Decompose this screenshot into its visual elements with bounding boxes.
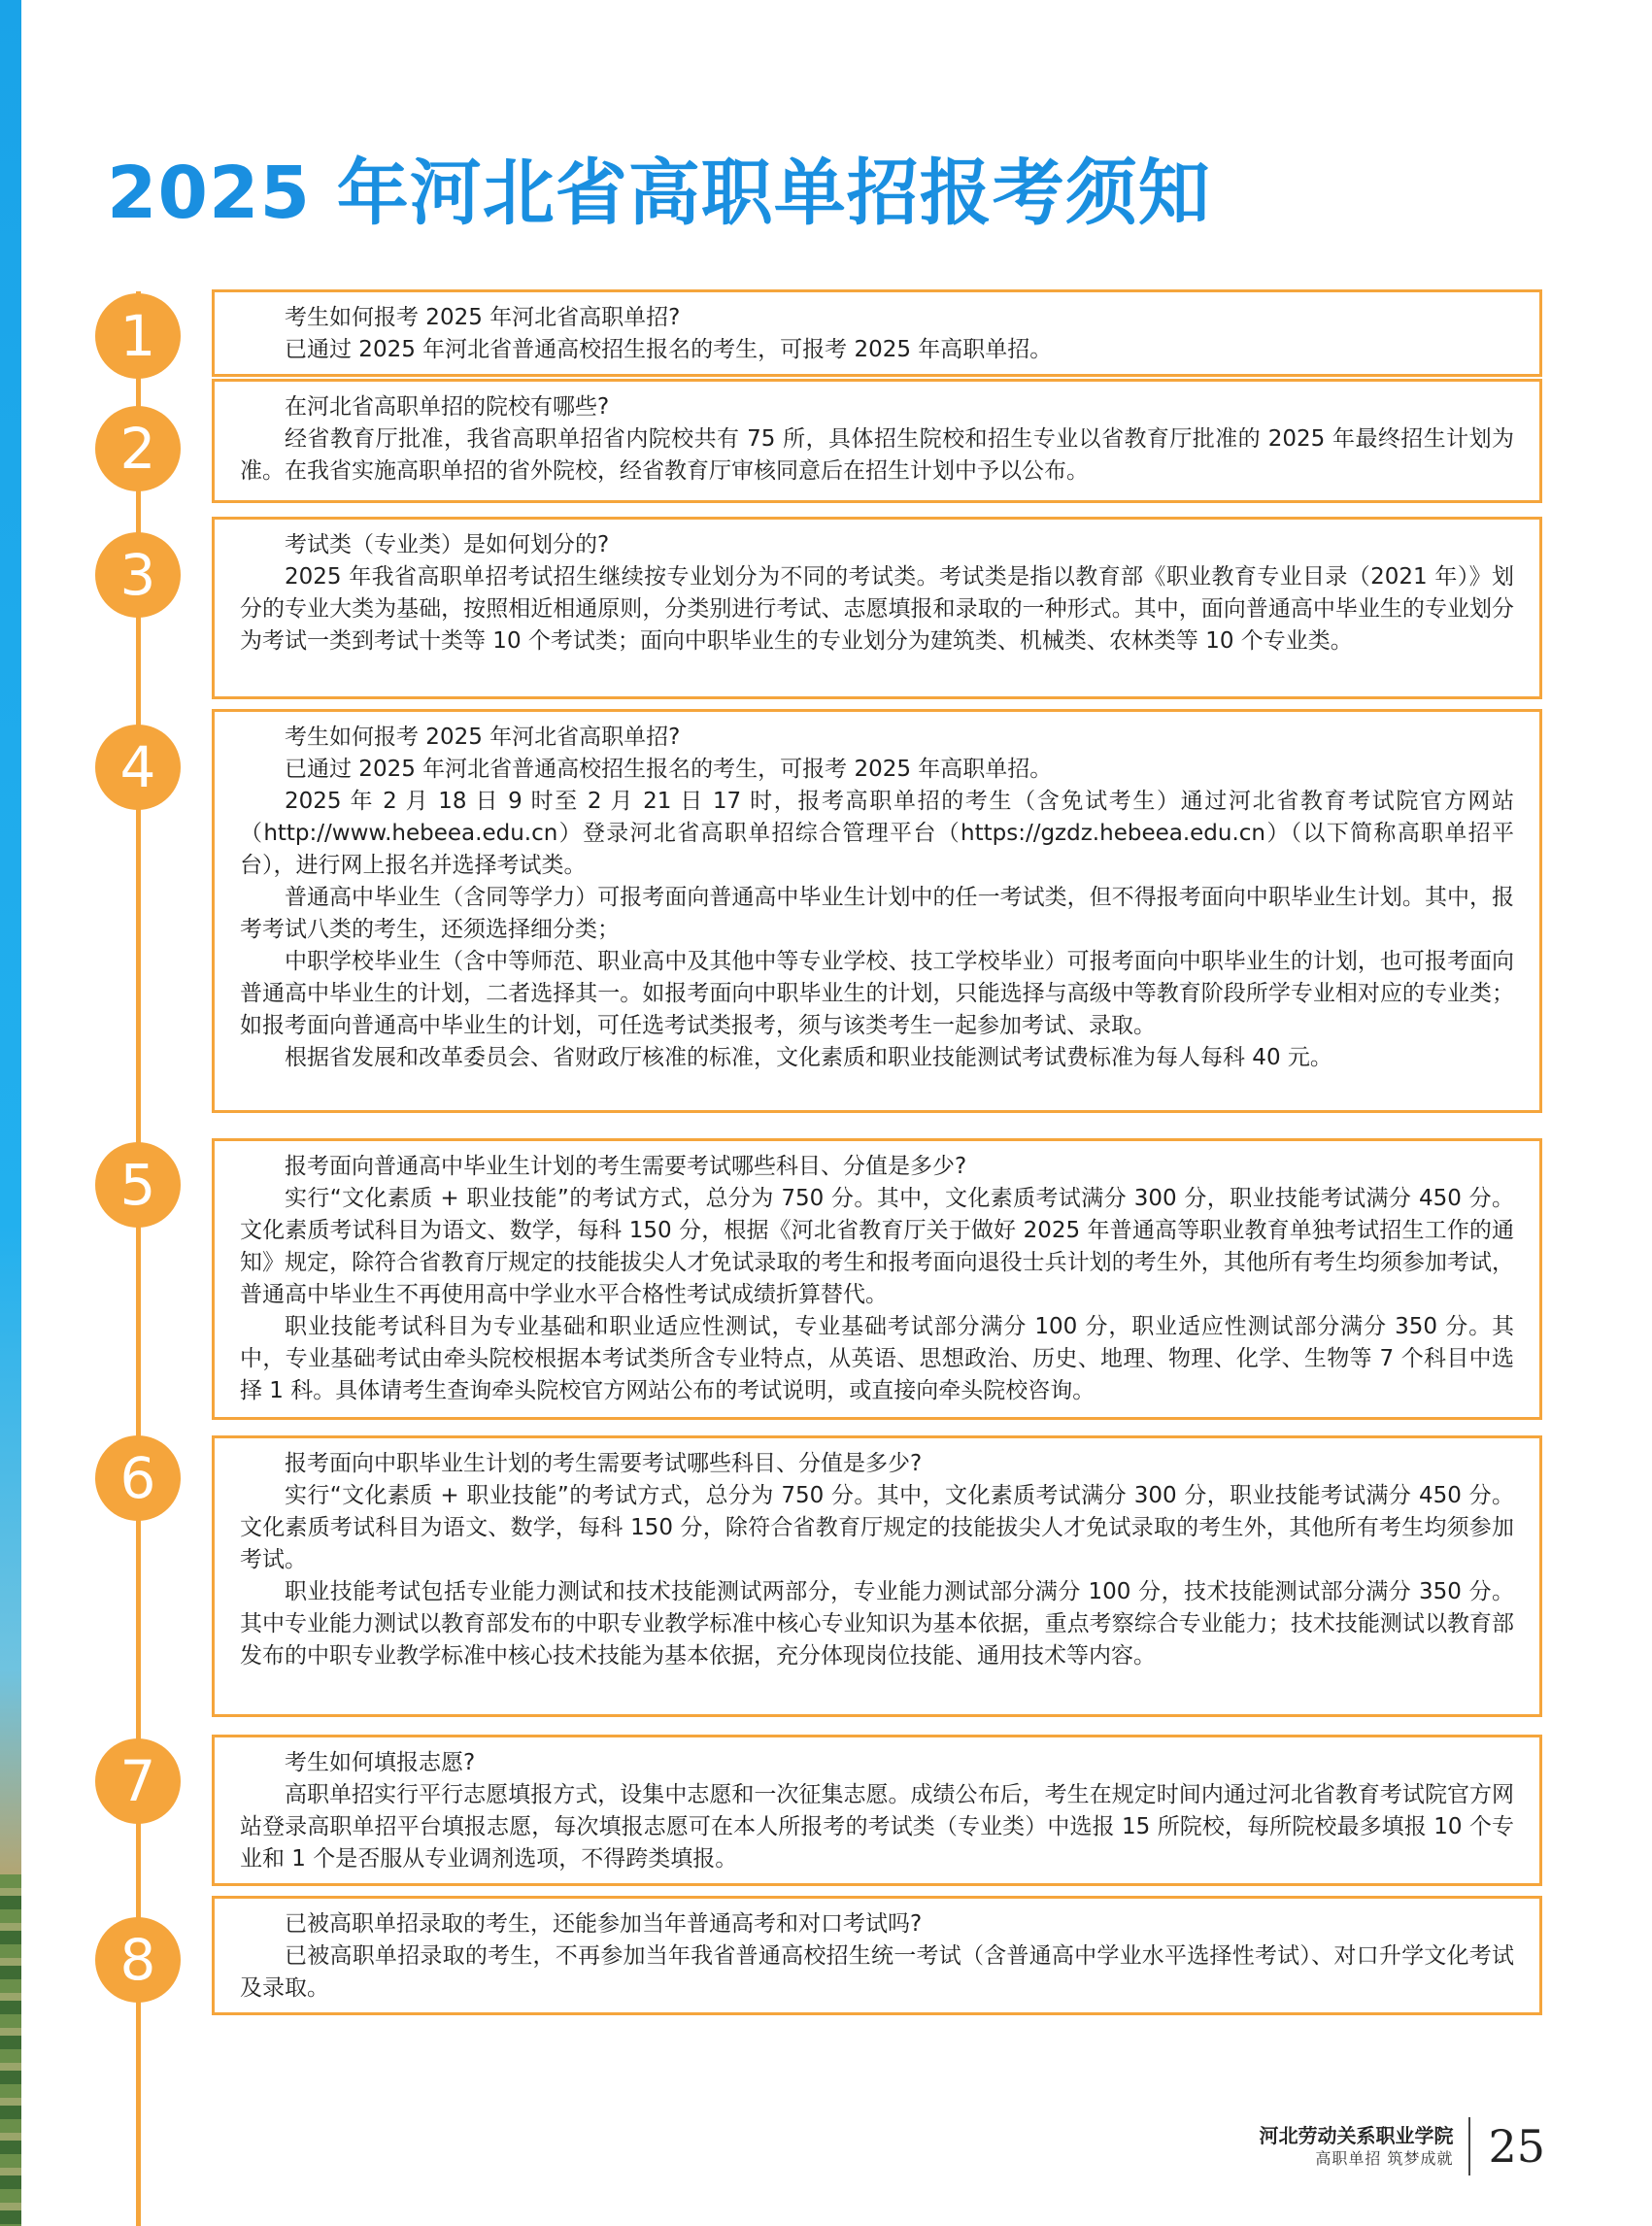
answer-paragraph: 2025 年我省高职单招考试招生继续按专业划分为不同的考试类。考试类是指以教育部《职业教育专业目录（2021 年）》划分的专业大类为基础，按照相近相通原则，分类别进行考试、志愿填报和录取的一种形式。其中，面向普通高中毕业生的专业划分为考试一类到考试十类等 10 个考试类；面向中职毕业生的专业划分为建筑类、机械类、农林类等 10 个专业类。	[240, 564, 1514, 654]
qa-box	[212, 1735, 1542, 1886]
page-number: 25	[1488, 2120, 1545, 2173]
campus-photo-strip	[0, 1874, 21, 2226]
item-number-badge: 2	[95, 406, 181, 491]
answer-paragraph: 中职学校毕业生（含中等师范、职业高中及其他中等专业学校、技工学校毕业）可报考面向中职毕业生的计划，也可报考面向普通高中毕业生的计划，二者选择其一。如报考面向中职毕业生的计划，只能选择与高级中等教育阶段所学专业相对应的专业类；如报考面向普通高中毕业生的计划，可任选考试类报考，须与该类考生一起参加考试、录取。	[240, 949, 1514, 1038]
qa-box	[212, 379, 1542, 503]
item-number-badge: 8	[95, 1917, 181, 2003]
page-title: 2025 年河北省高职单招报考须知	[107, 152, 1211, 235]
item-number-badge: 1	[95, 293, 181, 379]
qa-box	[212, 517, 1542, 699]
question-text: 考生如何报考 2025 年河北省高职单招?	[285, 725, 681, 750]
answer-paragraph: 职业技能考试包括专业能力测试和技术技能测试两部分，专业能力测试部分满分 100 分，技术技能测试部分满分 350 分。其中专业能力测试以教育部发布的中职专业教学标准中核心专业知识为基本依据，重点考察综合专业能力；技术技能测试以教育部发布的中职专业教学标准中核心技术技能为基本依据，充分体现岗位技能、通用技术等内容。	[240, 1579, 1514, 1669]
question-text: 考生如何报考 2025 年河北省高职单招?	[285, 305, 681, 330]
qa-box	[212, 1435, 1542, 1717]
question-text: 报考面向中职毕业生计划的考生需要考试哪些科目、分值是多少?	[285, 1451, 923, 1476]
answer-paragraph: 实行“文化素质 + 职业技能”的考试方式，总分为 750 分。其中，文化素质考试满分 300 分，职业技能考试满分 450 分。文化素质考试科目为语文、数学，每科 150 分，除符合省教育厅规定的技能拔尖人才免试录取的考生外，其他所有考生均须参加考试。	[240, 1483, 1514, 1572]
question-text: 已被高职单招录取的考生，还能参加当年普通高考和对口考试吗?	[285, 1911, 923, 1937]
question-text: 考试类（专业类）是如何划分的?	[285, 532, 610, 557]
footer-text	[1259, 2123, 1453, 2170]
answer-paragraph: 已通过 2025 年河北省普通高校招生报名的考生，可报考 2025 年高职单招。	[285, 337, 1053, 362]
answer-paragraph: 2025 年 2 月 18 日 9 时至 2 月 21 日 17 时，报考高职单招的考生（含免试考生）通过河北省教育考试院官方网站（http://www.hebeea.edu.cn）登录河北省高职单招综合管理平台（https://gzdz.hebeea.edu.cn）（以下简称高职单招平台），进行网上报名并选择考试类。	[240, 789, 1514, 878]
answer-paragraph: 经省教育厅批准，我省高职单招省内院校共有 75 所，具体招生院校和招生专业以省教育厅批准的 2025 年最终招生计划为准。在我省实施高职单招的省外院校，经省教育厅审核同意后在招生计划中予以公布。	[240, 426, 1514, 484]
item-number-badge: 7	[95, 1738, 181, 1824]
answer-paragraph: 高职单招实行平行志愿填报方式，设集中志愿和一次征集志愿。成绩公布后，考生在规定时间内通过河北省教育考试院官方网站登录高职单招平台填报志愿，每次填报志愿可在本人所报考的考试类（专业类）中选报 15 所院校，每所院校最多填报 10 个专业和 1 个是否服从专业调剂选项，不得跨类填报。	[240, 1782, 1514, 1872]
answer-paragraph: 已被高职单招录取的考生，不再参加当年我省普通高校招生统一考试（含普通高中学业水平选择性考试）、对口升学文化考试及录取。	[240, 1943, 1514, 2001]
answer-paragraph: 根据省发展和改革委员会、省财政厅核准的标准，文化素质和职业技能测试考试费标准为每人每科 40 元。	[285, 1045, 1332, 1070]
item-number-badge: 3	[95, 532, 181, 618]
answer-paragraph: 实行“文化素质 + 职业技能”的考试方式，总分为 750 分。其中，文化素质考试满分 300 分，职业技能考试满分 450 分。文化素质考试科目为语文、数学，每科 150 分，根据《河北省教育厅关于做好 2025 年普通高等职业教育单独考试招生工作的通知》规定，除符合省教育厅规定的技能拔尖人才免试录取的考生和报考面向退役士兵计划的考生外，其他所有考生均须参加考试，普通高中毕业生不再使用高中学业水平合格性考试成绩折算替代。	[240, 1186, 1514, 1307]
question-text: 在河北省高职单招的院校有哪些?	[285, 394, 610, 420]
qa-box	[212, 1138, 1542, 1420]
item-number-badge: 6	[95, 1435, 181, 1521]
item-number-badge: 5	[95, 1142, 181, 1228]
qa-box	[212, 709, 1542, 1113]
answer-paragraph: 职业技能考试科目为专业基础和职业适应性测试，专业基础考试部分满分 100 分，职业适应性测试部分满分 350 分。其中，专业基础考试由牵头院校根据本考试类所含专业特点，从英语、思想政治、历史、地理、物理、化学、生物等 7 个科目中选择 1 科。具体请考生查询牵头院校官方网站公布的考试说明，或直接向牵头院校咨询。	[240, 1314, 1514, 1403]
school-name: 河北劳动关系职业学院	[1259, 2124, 1454, 2147]
qa-box	[212, 289, 1542, 377]
answer-paragraph: 已通过 2025 年河北省普通高校招生报名的考生，可报考 2025 年高职单招。	[285, 757, 1053, 782]
footer-slogan: 高职单招 筑梦成就	[1315, 2149, 1454, 2168]
side-stripe-decoration	[0, 0, 21, 2226]
question-text: 报考面向普通高中毕业生计划的考生需要考试哪些科目、分值是多少?	[285, 1154, 967, 1179]
item-number-badge: 4	[95, 725, 181, 810]
question-text: 考生如何填报志愿?	[285, 1750, 476, 1775]
footer-divider	[1468, 2117, 1470, 2175]
qa-box	[212, 1896, 1542, 2015]
page-footer	[1259, 2112, 1545, 2180]
answer-paragraph: 普通高中毕业生（含同等学力）可报考面向普通高中毕业生计划中的任一考试类，但不得报考面向中职毕业生计划。其中，报考考试八类的考生，还须选择细分类；	[240, 885, 1514, 942]
